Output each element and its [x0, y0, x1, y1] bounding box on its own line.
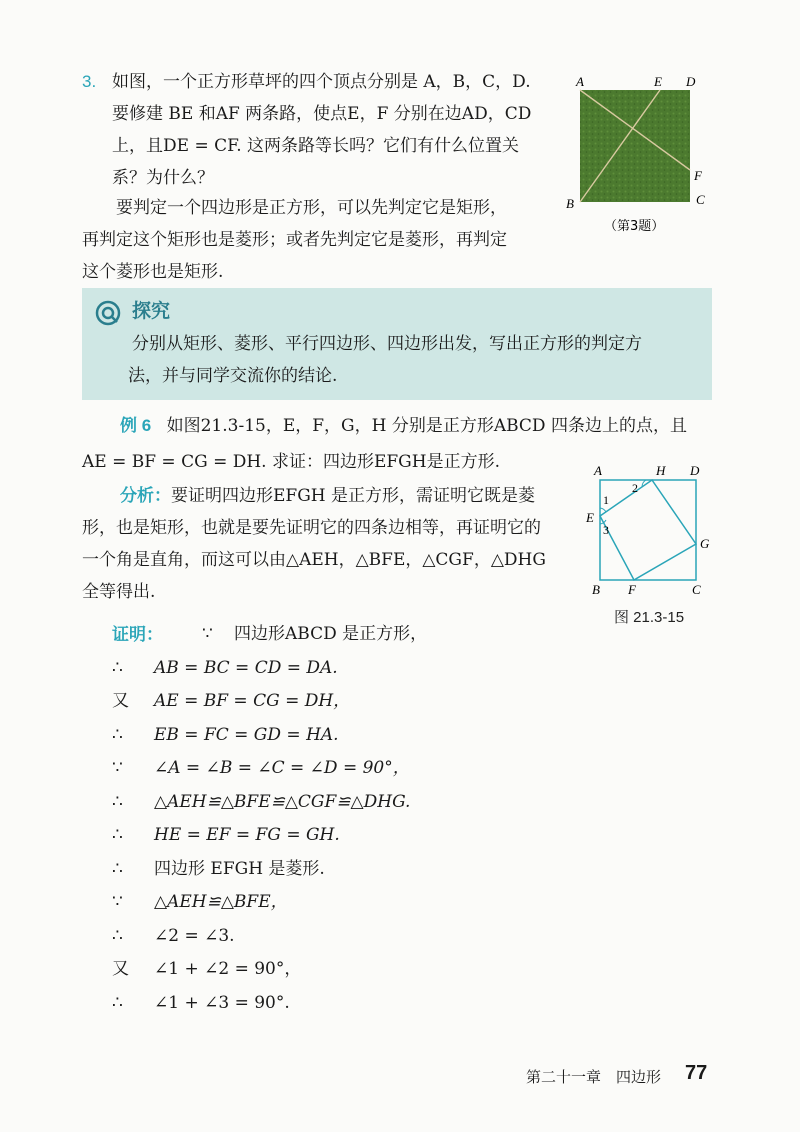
analysis-line: 形，也是矩形，也就是要先证明它的四条边相等，再证明它的: [82, 518, 541, 538]
proof-label: 证明：: [112, 625, 163, 644]
analysis-line: 一个角是直角，而这可以由△AEH，△BFE，△CGF，△DHG: [82, 550, 546, 570]
proof-row: [112, 987, 427, 1021]
example-6-line-2: AE = BF = CG = DH. 求证：四边形EFGH是正方形.: [82, 452, 500, 472]
proof-row: [112, 886, 427, 920]
proof-symbol: ∴: [112, 657, 123, 678]
analysis-line: 要证明四边形EFGH 是正方形，需证明它既是菱: [171, 486, 536, 506]
angle-1-label: 1: [603, 493, 609, 507]
proof-text: AE = BF = CG = DH，: [154, 691, 351, 711]
label-f: F: [694, 168, 702, 183]
lawn-figure: [564, 70, 714, 240]
explore-title: 探究: [132, 301, 171, 322]
proof-symbol: ∴: [112, 992, 123, 1013]
proof-symbol: ∵: [112, 892, 123, 912]
proof-text: ∠1 + ∠2 = 90°，: [154, 959, 302, 979]
page-number: 77: [685, 1062, 708, 1084]
label-a: A: [594, 463, 602, 478]
label-c: C: [696, 192, 705, 207]
proof-row: [112, 953, 427, 987]
example-6-line-1: [120, 410, 687, 442]
angle-1-arc: [600, 508, 606, 512]
proof-row: [112, 752, 427, 786]
label-c: C: [692, 582, 701, 597]
label-h: H: [656, 463, 666, 478]
explore-icon: [95, 300, 121, 326]
proof-row: [112, 853, 427, 887]
proof-block: [112, 618, 427, 1020]
analysis-first-line: [82, 480, 592, 512]
proof-text: ∠A = ∠B = ∠C = ∠D = 90°，: [154, 758, 410, 778]
analysis-label: 分析：: [120, 486, 171, 505]
label-f: F: [628, 582, 636, 597]
proof-row: [112, 819, 427, 853]
label-e: E: [586, 510, 594, 525]
label-d: D: [690, 463, 700, 478]
proof-symbol: 又: [112, 959, 129, 979]
label-g: G: [700, 536, 710, 551]
proof-row: [112, 719, 427, 753]
judgment-paragraph: [82, 192, 572, 288]
proof-text: 四边形ABCD 是正方形，: [234, 624, 428, 644]
proof-row: [112, 920, 427, 954]
proof-text: △AEH≌△BFE，: [154, 892, 288, 912]
proof-symbol: ∵: [202, 624, 213, 644]
proof-symbol: 又: [112, 691, 129, 711]
paragraph-line: 这个菱形也是矩形.: [82, 262, 224, 282]
label-e: E: [654, 74, 662, 89]
footer-chapter: 第二十一章 四边形: [526, 1069, 662, 1086]
figure-caption: 图 21.3-15: [614, 609, 685, 626]
problem-line: 如图，一个正方形草坪的四个顶点分别是 A，B，C，D.: [112, 72, 531, 92]
explore-line: 分别从矩形、菱形、平行四边形、四边形出发，写出正方形的判定方: [132, 334, 642, 354]
problem-3-text: [112, 66, 572, 194]
proof-text: AB = BC = CD = DA.: [154, 657, 338, 678]
analysis-block: [82, 480, 592, 608]
proof-row: [112, 786, 427, 820]
example-text: 如图21.3-15，E，F，G，H 分别是正方形ABCD 四条边上的点，且: [166, 416, 687, 436]
problem-line: 上，且DE = CF. 这两条路等长吗？它们有什么位置关: [112, 136, 520, 156]
proof-symbol: ∴: [112, 791, 123, 812]
paragraph-line: 再判定这个矩形也是菱形；或者先判定它是菱形，再判定: [82, 230, 507, 250]
square-efgh: [600, 480, 696, 580]
problem-line: 要修建 BE 和AF 两条路，使点E，F 分别在边AD，CD: [112, 104, 532, 124]
proof-row: [112, 685, 427, 719]
label-b: B: [592, 582, 600, 597]
label-a: A: [576, 74, 584, 89]
proof-symbol: ∴: [112, 825, 123, 845]
proof-row: [112, 652, 427, 686]
problem-line: 系？为什么？: [112, 168, 214, 188]
proof-symbol: ∴: [112, 724, 123, 745]
paragraph-line: 要判定一个四边形是正方形，可以先判定它是矩形，: [116, 198, 507, 218]
explore-text: [128, 328, 703, 392]
lawn-square: [580, 90, 690, 202]
proof-symbol: ∴: [112, 925, 123, 946]
square-abcd: [600, 480, 696, 580]
proof-text: ∠1 + ∠3 = 90°.: [154, 992, 290, 1013]
proof-text: 四边形 EFGH 是菱形.: [154, 858, 325, 879]
problem-number: 3.: [82, 72, 97, 91]
example-label: 例 6: [120, 416, 152, 435]
proof-symbol: ∴: [112, 858, 123, 879]
proof-text: EB = FC = GD = HA.: [154, 724, 339, 745]
proof-text: ∠2 = ∠3.: [154, 925, 235, 946]
angle-2-label: 2: [632, 481, 638, 495]
square-figure-21-3-15: [584, 460, 714, 608]
label-d: D: [686, 74, 696, 89]
proof-row: [112, 618, 427, 652]
proof-symbol: ∵: [112, 758, 123, 778]
figure-caption: （第3题）: [604, 219, 665, 234]
angle-3-label: 3: [603, 523, 609, 537]
analysis-line: 全等得出.: [82, 582, 156, 602]
proof-text: HE = EF = FG = GH.: [154, 825, 340, 845]
proof-text: △AEH≌△BFE≌△CGF≌△DHG.: [154, 791, 411, 812]
explore-line: 法，并与同学交流你的结论.: [128, 366, 338, 386]
label-b: B: [566, 196, 574, 211]
